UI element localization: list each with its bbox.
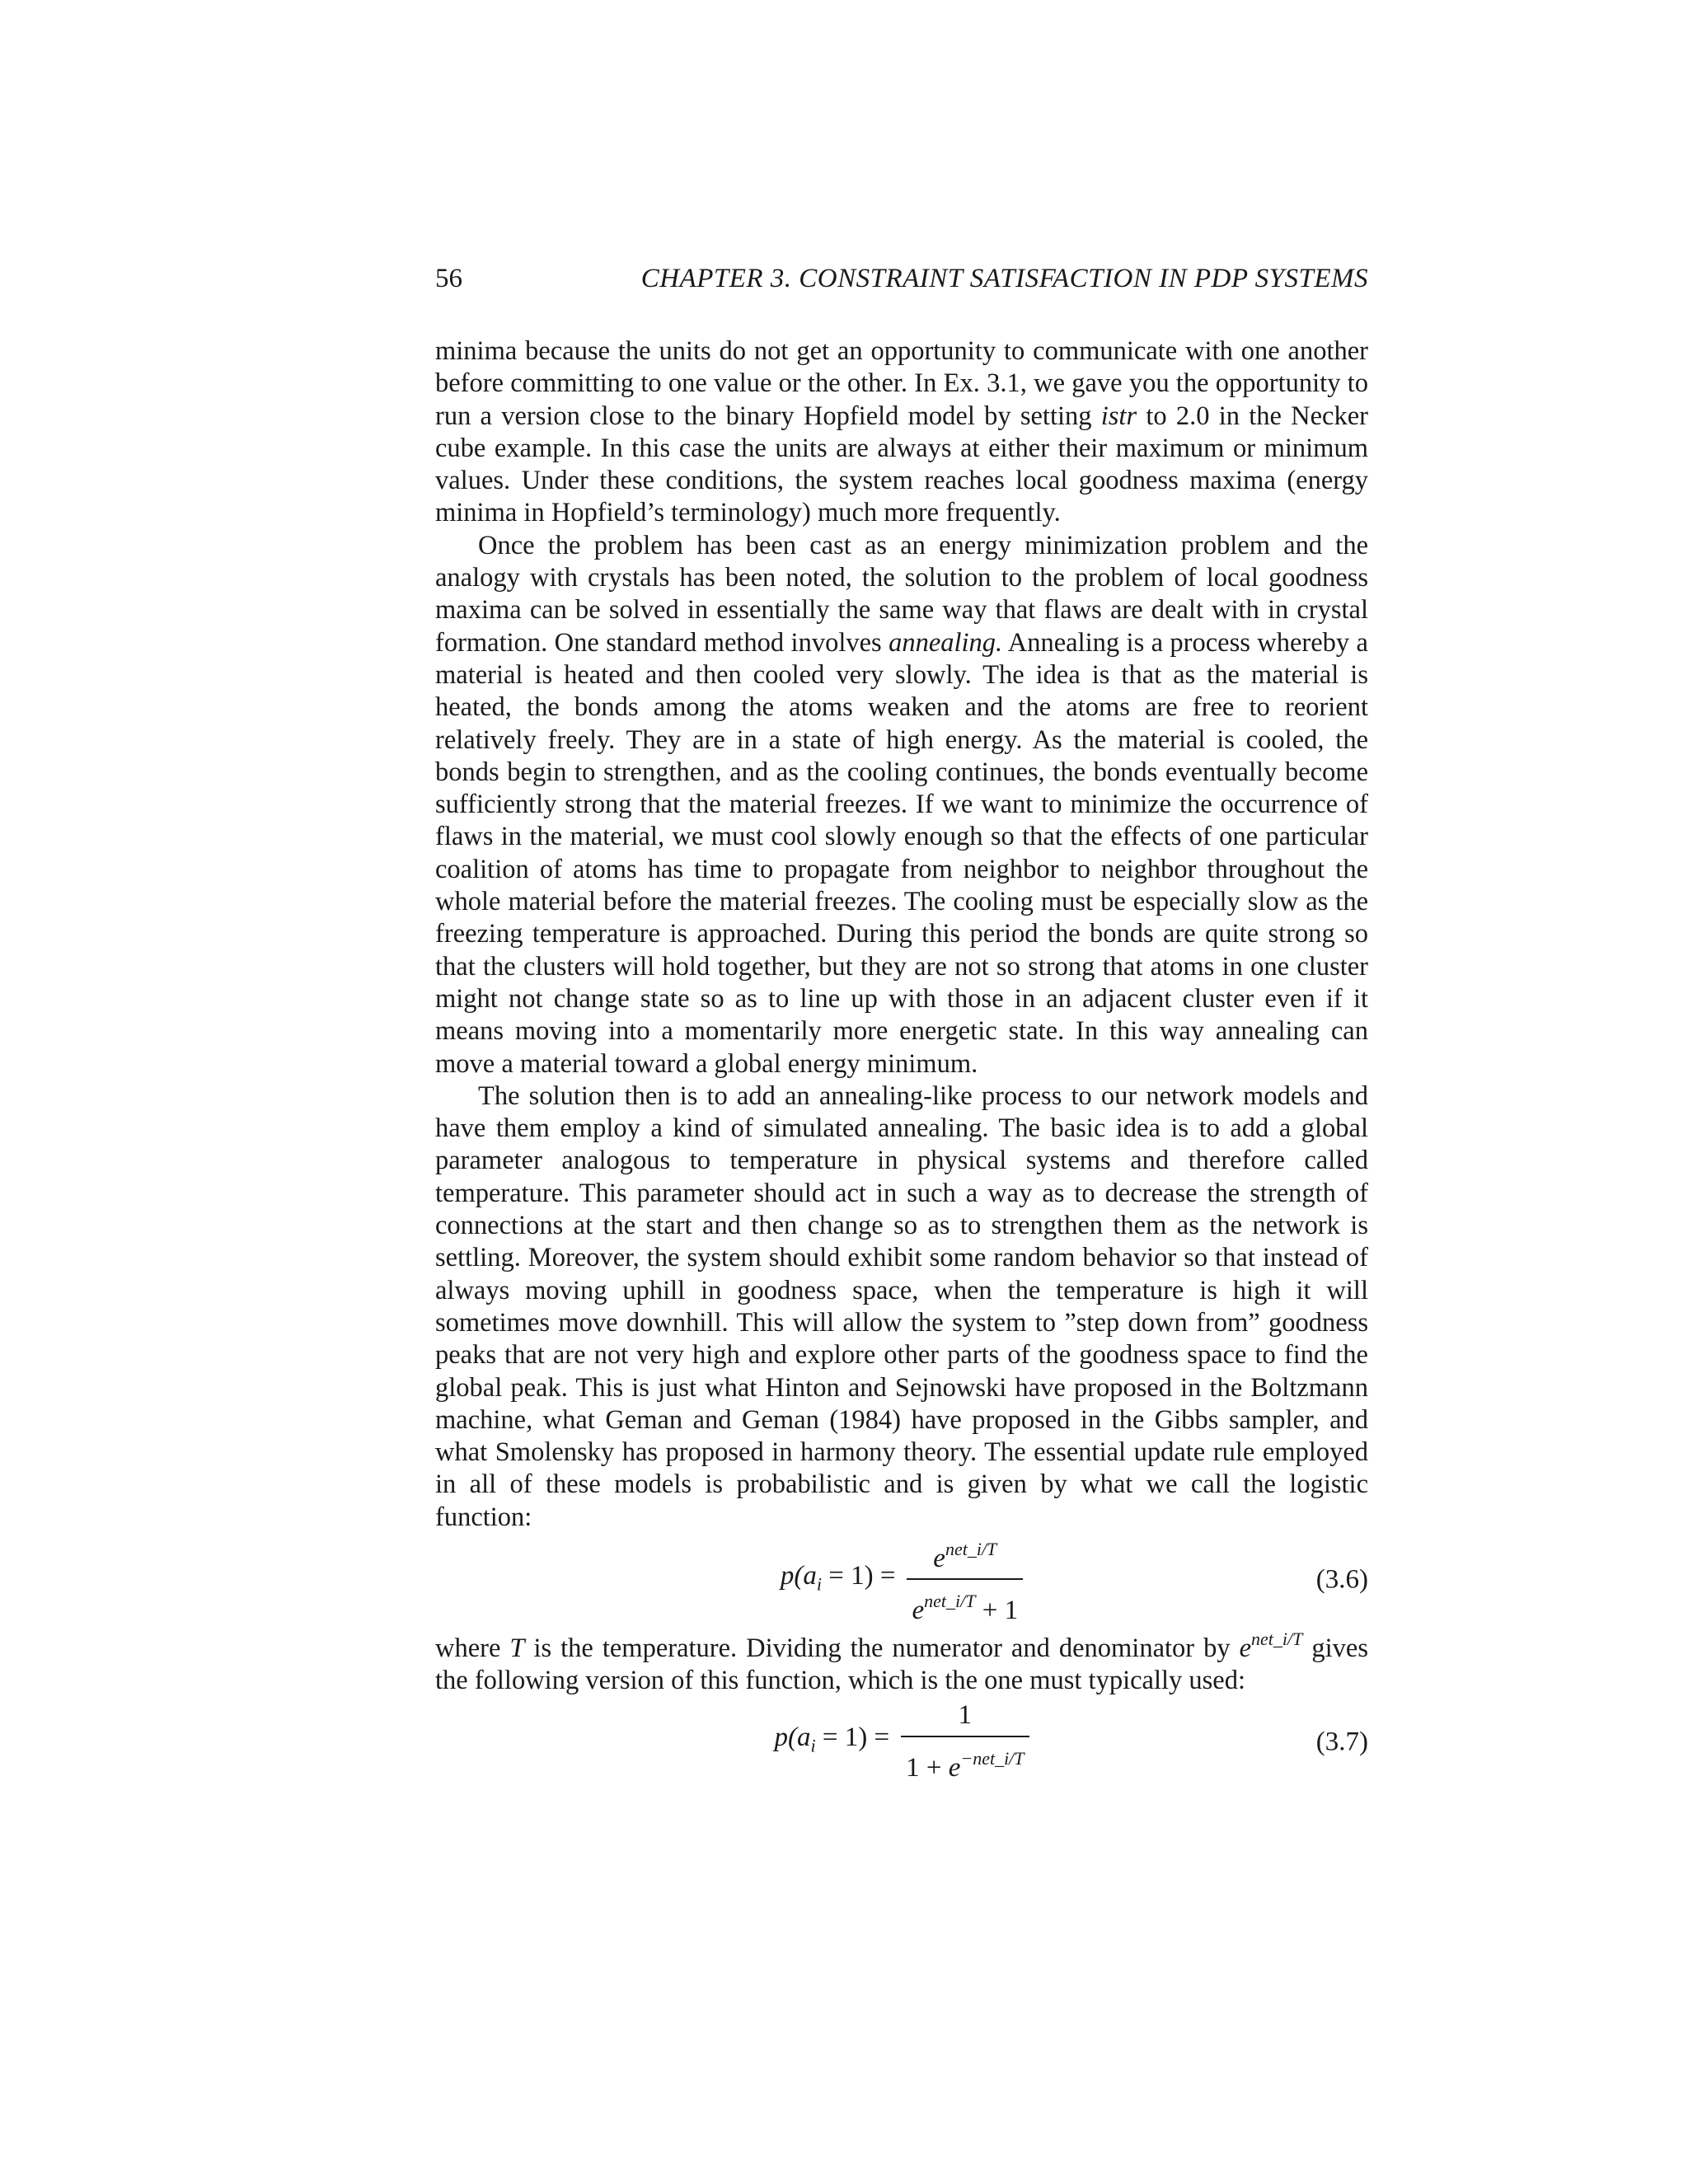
equation-3-6-lhs-p: p(a <box>780 1560 817 1591</box>
paragraph-3 <box>435 1080 1368 1534</box>
equation-3-6 <box>435 1538 1368 1625</box>
equation-3-7-den-head: 1 + <box>906 1752 949 1783</box>
paragraph-4-variable-t: T <box>509 1633 525 1663</box>
equation-3-7-fraction <box>901 1699 1029 1784</box>
paragraph-4 <box>435 1623 1368 1698</box>
paragraph-3-text: The solution then is to add an annealing-like process to our network models and have them employ a kind of simulated annealing. The basic idea is to add a global parameter analogous to temperature in physical systems and therefore called temperature. This parameter should act in such a way as to decrease the strength of connections at the start and then change so as to strengthen them as the network is settling. Moreover, the system should exhibit some random behavior so that instead of always moving uphill in goodness space, when the temperature is high it will sometimes move downhill. This will allow the system to ”step down from” goodness peaks that are not very high and explore other parts of the goodness space to find the global peak. This is just what Hinton and Sejnowski have proposed in the Boltzmann machine, what Geman and Geman (1984) have proposed in the Gibbs sampler, and what Smolensky has proposed in harmony theory. The essential update rule employed in all of these models is probabilistic and is given by what we call the logistic function: <box>435 1080 1368 1532</box>
equation-3-6-den-base: e <box>912 1595 925 1625</box>
equation-3-6-den-exp: net_i/T <box>924 1590 976 1611</box>
chapter-title: CHAPTER 3. CONSTRAINT SATISFACTION IN PDP SYSTEMS <box>640 264 1368 293</box>
paragraph-1-text-b: to 2.0 in the Necker cube example. In this case the units are always at either their maximum or minimum values. Under these conditions, the system reaches local goodness maxima (energy minima in Hopfield’s terminology) much more frequently. <box>435 401 1368 528</box>
equation-3-6-lhs-sub: i <box>816 1573 823 1595</box>
paragraph-2 <box>435 530 1368 1080</box>
equation-3-7-numerator: 1 <box>958 1700 973 1731</box>
paragraph-4-text-b: is the temperature. Dividing the numerator and denominator by <box>524 1633 1240 1663</box>
equation-3-6-body <box>435 1538 1368 1625</box>
page-number: 56 <box>435 264 462 293</box>
paragraph-4-text-c: gives the following version of this function, which is the one must typically used: <box>435 1633 1368 1696</box>
equation-3-6-lhs-rest: = 1) = <box>822 1560 896 1591</box>
page <box>435 257 1368 1785</box>
body-text <box>435 335 1368 1783</box>
equation-3-7-lhs-sub: i <box>810 1735 816 1756</box>
paragraph-4-exp: net_i/T <box>1251 1628 1303 1649</box>
paragraph-1 <box>435 335 1368 530</box>
paragraph-2-emphasis: annealing. <box>889 627 1003 658</box>
equation-3-6-fraction <box>907 1533 1023 1628</box>
equation-3-7-lhs <box>774 1722 889 1762</box>
paragraph-2-text-a: Once the problem has been cast as an energy minimization problem and the analogy with crystals has been noted, the solution to the problem of local goodness maxima can be solved in essentially the same way that flaws are dealt with in crystal formation. One standard method involves <box>435 530 1368 658</box>
equation-3-6-numerator <box>928 1533 1001 1578</box>
equation-3-7-lhs-rest: = 1) = <box>815 1722 890 1753</box>
equation-3-6-num-base: e <box>933 1543 945 1573</box>
paragraph-4-exp-base: e <box>1239 1633 1252 1663</box>
equation-3-6-den-tail: + 1 <box>975 1595 1019 1625</box>
equation-3-7-den-base: e <box>948 1752 961 1783</box>
paragraph-4-text-a: where <box>435 1633 510 1663</box>
equation-3-6-lhs <box>781 1560 896 1601</box>
equation-3-7-den-exp: −net_i/T <box>960 1747 1025 1769</box>
equation-3-7-denominator <box>901 1737 1029 1784</box>
running-head <box>435 257 1368 300</box>
paragraph-1-emphasis: istr <box>1100 401 1137 431</box>
equation-3-7 <box>435 1701 1368 1783</box>
equation-3-6-number: (3.6) <box>1315 1564 1368 1595</box>
equation-3-7-body <box>435 1701 1368 1783</box>
equation-3-6-denominator <box>907 1580 1023 1627</box>
paragraph-1-text-a: minima because the units do not get an opportunity to communicate with one another before committing to one value or the other. In Ex. 3.1, we gave you the opportunity to run a version close to the binary Hopfield model by setting <box>435 336 1368 431</box>
equation-3-7-number: (3.7) <box>1315 1726 1368 1756</box>
paragraph-2-text-b: Annealing is a process whereby a material is heated and then cooled very slowly. The idea is that as the material is heated, the bonds among the atoms weaken and the atoms are free to reorient relatively freely. They are in a state of high energy. As the material is cooled, the bonds begin to strengthen, and as the cooling continues, the bonds eventually become sufficiently strong that the material freezes. If we want to minimize the occurrence of flaws in the material, we must cool slowly enough so that the effects of one particular coalition of atoms has time to propagate from neighbor to neighbor throughout the whole material before the material freezes. The cooling must be especially slow as the freezing temperature is approached. During this period the bonds are quite strong so that the clusters will hold together, but they are not so strong that atoms in one cluster might not change state so as to line up with those in an adjacent cluster even if it means moving into a momentarily more energetic state. In this way annealing can move a material toward a global energy minimum. <box>435 627 1368 1079</box>
equation-3-6-num-exp: net_i/T <box>945 1538 997 1559</box>
equation-3-7-lhs-p: p(a <box>774 1722 811 1753</box>
